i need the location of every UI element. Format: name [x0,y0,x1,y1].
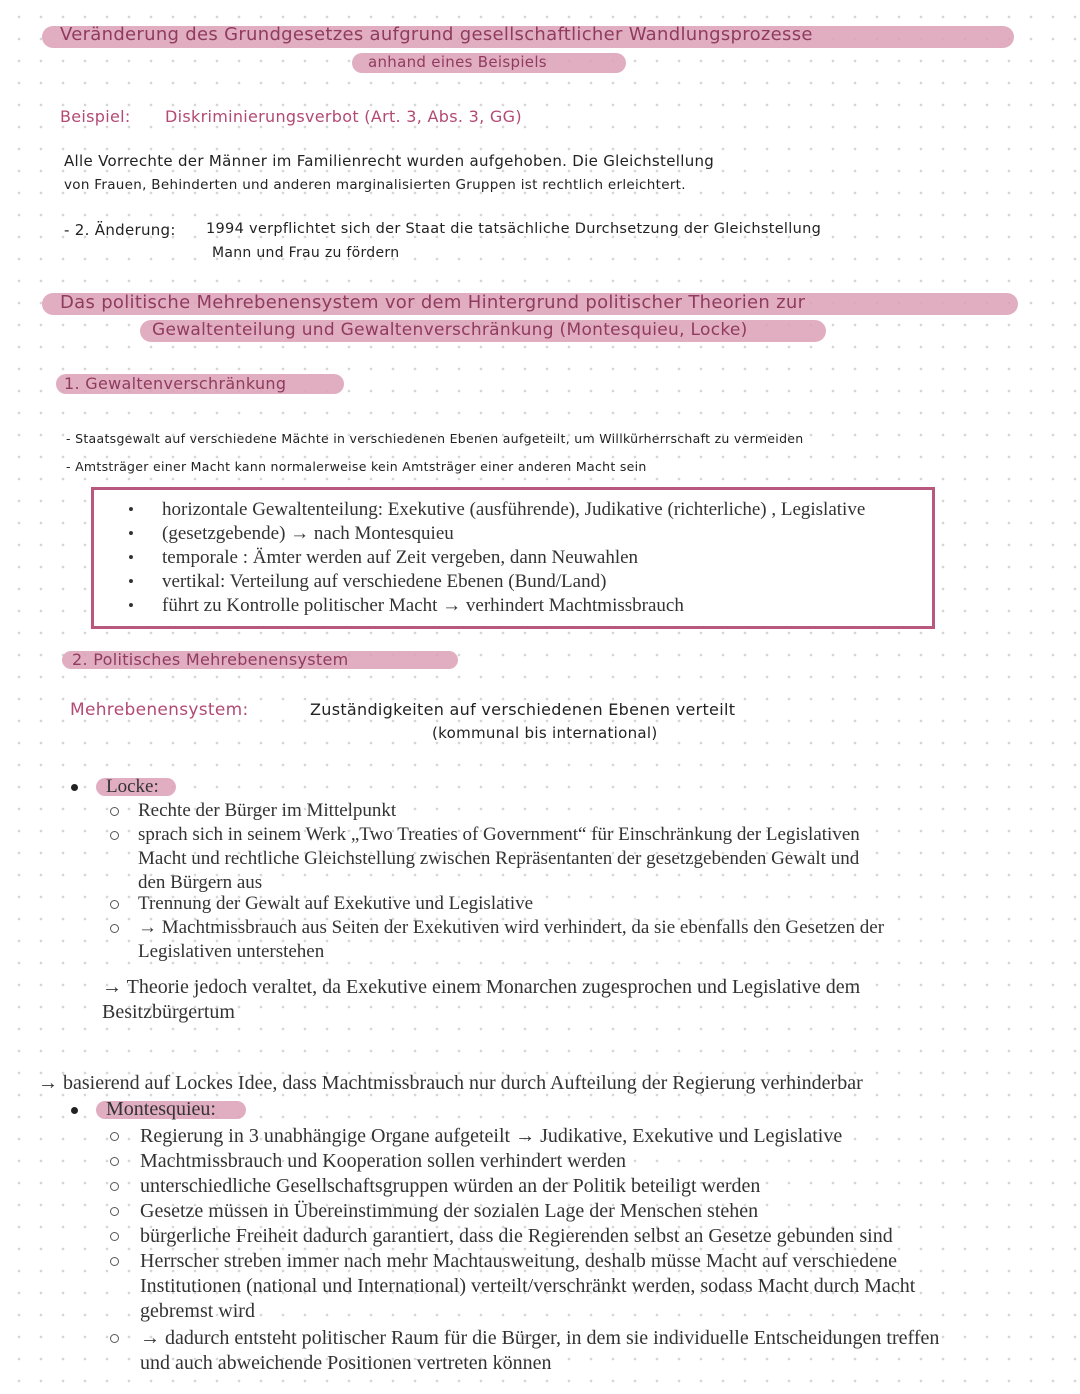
section2-def-line1: Zuständigkeiten auf verschiedenen Ebenen verteilt [310,700,736,719]
section2-def-label: Mehrebenensystem: [70,700,249,720]
montesquieu-name: Montesquieu: [106,1098,216,1120]
circle-bullet-icon [110,924,119,933]
circle-bullet-icon [110,1232,119,1241]
heading2-line2: Gewaltenteilung und Gewaltenverschränkung (Montesquieu, Locke) [152,320,748,340]
montesquieu-bullet [71,1107,78,1114]
circle-bullet-icon [110,1182,119,1191]
section1-title: 1. Gewaltenverschränkung [64,374,287,393]
section1-note1: - Staatsgewalt auf verschiedene Mächte in verschiedenen Ebenen aufgeteilt, um Willkürherrschaft zu vermeiden [66,431,804,446]
circle-bullet-icon [110,831,119,840]
circle-bullet-icon [110,807,119,816]
example-label: Beispiel: [60,107,131,126]
heading1-line2: anhand eines Beispiels [368,53,547,71]
box-item: • vertikal: Verteilung auf verschiedene Ebenen (Bund/Land) [94,570,932,594]
example-change-line2: Mann und Frau zu fördern [212,245,400,261]
example-p1-line2: von Frauen, Behinderten und anderen marginalisierten Gruppen ist rechtlich erleichtert. [64,177,686,193]
example-p1-line1: Alle Vorrechte der Männer im Familienrecht wurden aufgehoben. Die Gleichstellung [64,152,715,170]
box-item: • führt zu Kontrolle politischer Macht → verhindert Machtmissbrauch [94,594,932,618]
example-change-line1: 1994 verpflichtet sich der Staat die tatsächliche Durchsetzung der Gleichstellung [206,221,822,237]
montesquieu-intro: → basierend auf Lockes Idee, dass Machtmissbrauch nur durch Aufteilung der Regierung verhinderbar [38,1072,863,1094]
box-item: • horizontale Gewaltenteilung: Exekutive (ausführende), Judikative (richterliche) , Legislative [94,498,932,522]
gewaltenteilung-box [91,487,935,629]
box-item: • temporale : Ämter werden auf Zeit vergeben, dann Neuwahlen [94,546,932,570]
circle-bullet-icon [110,900,119,909]
box-item-continuation: • (gesetzgebende) → nach Montesquieu [94,522,932,546]
locke-name: Locke: [106,776,159,797]
section2-def-line2: (kommunal bis international) [432,724,658,742]
circle-bullet-icon [110,1207,119,1216]
example-change-label: - 2. Änderung: [64,221,176,239]
heading1-line1: Veränderung des Grundgesetzes aufgrund gesellschaftlicher Wandlungsprozesse [60,24,813,45]
section2-title: 2. Politisches Mehrebenensystem [72,650,349,669]
circle-bullet-icon [110,1157,119,1166]
circle-bullet-icon [110,1132,119,1141]
locke-bullet [71,784,78,791]
circle-bullet-icon [110,1334,119,1343]
example-text: Diskriminierungsverbot (Art. 3, Abs. 3, GG) [165,107,522,126]
locke-conclusion: → Theorie jedoch veraltet, da Exekutive einem Monarchen zugesprochen und Legislative dem Besitzbürgertum [102,976,861,1023]
section1-note2: - Amtsträger einer Macht kann normalerweise kein Amtsträger einer anderen Macht sein [66,459,647,474]
heading2-line1: Das politische Mehrebenensystem vor dem Hintergrund politischer Theorien zur [60,292,806,313]
circle-bullet-icon [110,1257,119,1266]
